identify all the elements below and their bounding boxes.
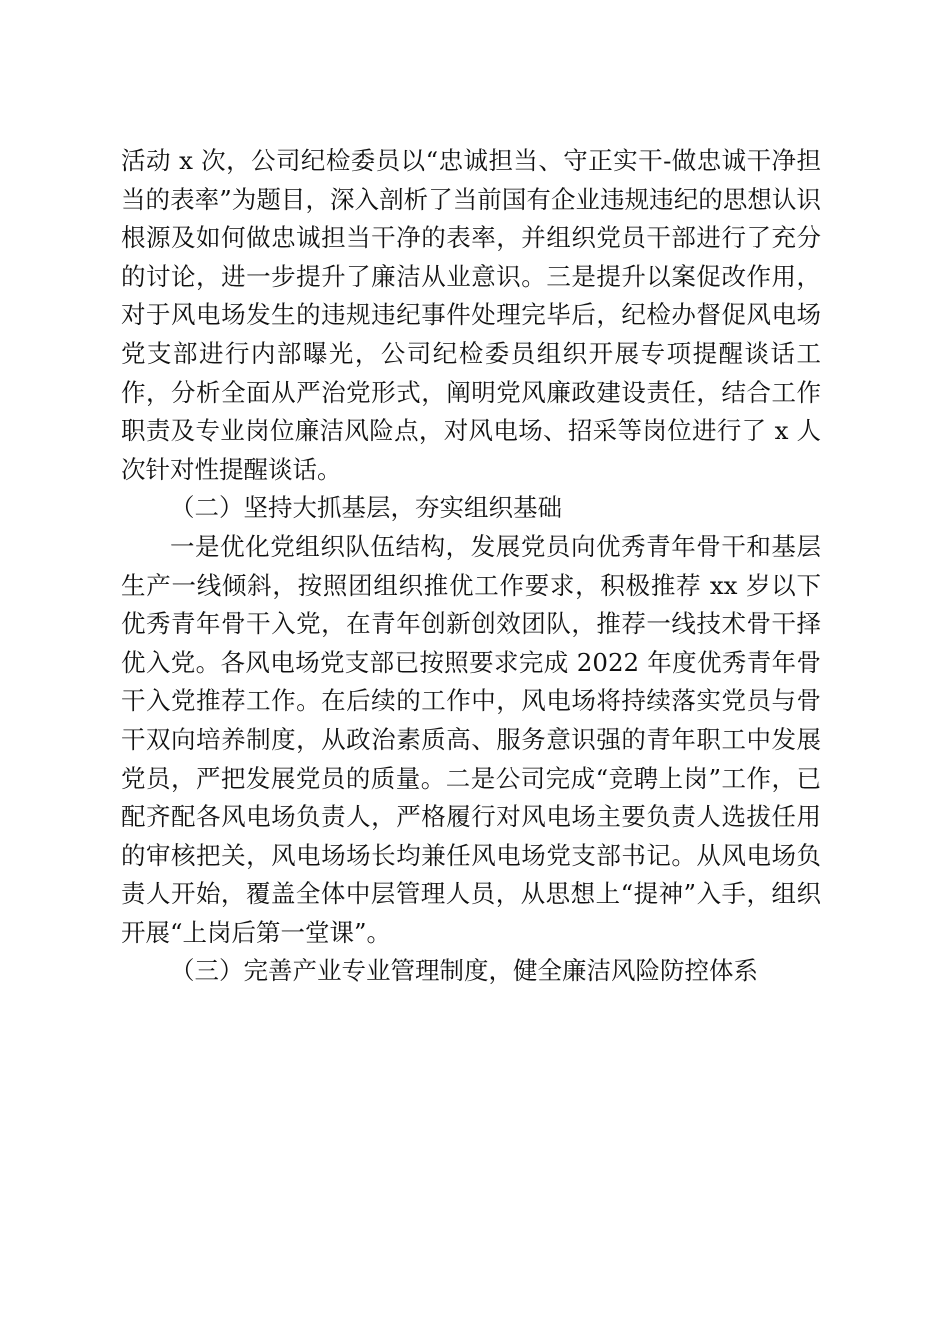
document-body bbox=[121, 142, 821, 991]
body-paragraph: 活动 x 次，公司纪检委员以“忠诚担当、守正实干-做忠诚干净担当的表率”为题目，深入剖析了当前国有企业违规违纪的思想认识根源及如何做忠诚担当干净的表率，并组织党员干部进行了充分的讨论，进一步提升了廉洁从业意识。三是提升以案促改作用，对于风电场发生的违规违纪事件处理完毕后，纪检办督促风电场党支部进行内部曝光，公司纪检委员组织开展专项提醒谈话工作，分析全面从严治党形式，阐明党风廉政建设责任，结合工作职责及专业岗位廉洁风险点，对风电场、招采等岗位进行了 x 人次针对性提醒谈话。 bbox=[121, 146, 821, 484]
section-heading: （二）坚持大抓基层，夯实组织基础 bbox=[170, 493, 562, 523]
body-paragraph: 一是优化党组织队伍结构，发展党员向优秀青年骨干和基层生产一线倾斜，按照团组织推优工作要求，积极推荐 xx 岁以下优秀青年骨干入党，在青年创新创效团队，推荐一线技术骨干择优入党。各风电场党支部已按照要求完成 2022 年度优秀青年骨干入党推荐工作。在后续的工作中，风电场将持续落实党员与骨干双向培养制度，从政治素质高、服务意识强的青年职工中发展党员，严把发展党员的质量。二是公司完成“竞聘上岗”工作，已配齐配各风电场负责人，严格履行对风电场主要负责人选拔任用的审核把关，风电场场长均兼任风电场党支部书记。从风电场负责人开始，覆盖全体中层管理人员，从思想上“提神”入手，组织开展“上岗后第一堂课”。 bbox=[121, 531, 821, 947]
section-heading: （三）完善产业专业管理制度，健全廉洁风险防控体系 bbox=[170, 956, 758, 986]
